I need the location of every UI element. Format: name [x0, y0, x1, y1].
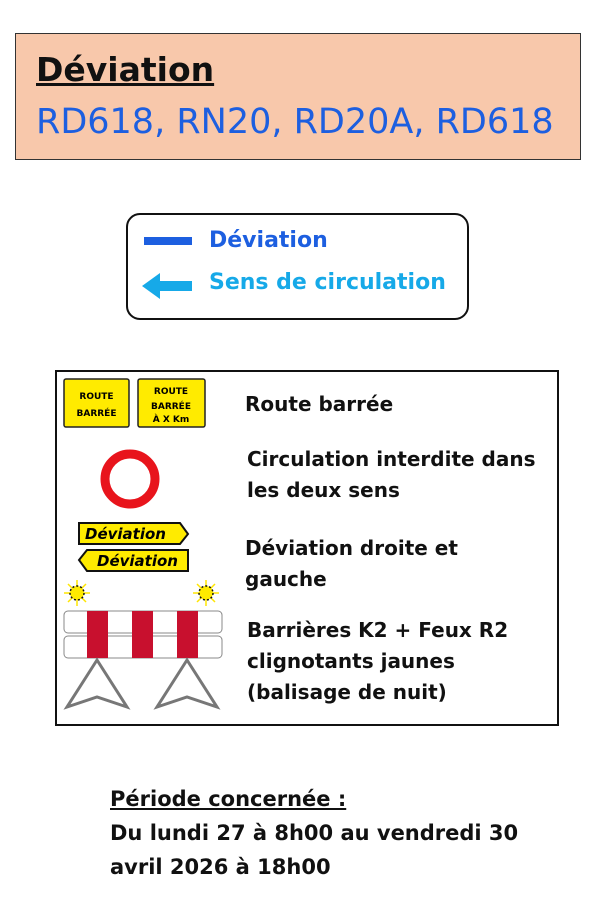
svg-text:BARRÉE: BARRÉE: [151, 402, 191, 412]
svg-text:À X Km: À X Km: [152, 415, 190, 425]
text-line: Circulation interdite dans: [247, 447, 536, 471]
flashing-light-icon: [64, 580, 219, 606]
deviation-left-sign: [79, 550, 188, 571]
signs-box: [55, 370, 559, 726]
no-entry-circle-sign: [105, 454, 155, 504]
legend-deviation: Déviation: [209, 228, 328, 253]
deviation-line-icon: [144, 237, 192, 245]
svg-text:Déviation: Déviation: [85, 525, 166, 543]
label-route-barree: Route barrée: [245, 392, 394, 416]
text-line: Barrières K2 + Feux R2: [247, 618, 509, 642]
title: Déviation: [36, 50, 215, 89]
label-circulation-interdite: [247, 444, 536, 506]
legend-circulation: Sens de circulation: [209, 270, 446, 295]
route-barree-km-sign: [138, 379, 205, 427]
label-deviation: [245, 533, 458, 595]
svg-text:ROUTE: ROUTE: [79, 392, 114, 402]
signs-illustrations: [57, 372, 237, 722]
text-line: gauche: [245, 567, 327, 591]
period-title: Période concernée :: [110, 787, 347, 811]
text-line: clignotants jaunes: [247, 649, 455, 673]
legend-box: [126, 213, 469, 320]
route-barree-sign: [64, 379, 129, 427]
svg-text:ROUTE: ROUTE: [153, 387, 189, 397]
period-block: [110, 782, 518, 884]
period-line: avril 2026 à 18h00: [110, 855, 331, 879]
text-line: Déviation droite et: [245, 536, 458, 560]
title-box: [15, 33, 581, 160]
svg-text:Déviation: Déviation: [97, 552, 178, 570]
arrow-left-icon: [142, 271, 194, 301]
label-barrieres: [247, 615, 508, 708]
period-line: Du lundi 27 à 8h00 au vendredi 30: [110, 821, 519, 845]
svg-text:BARRÉE: BARRÉE: [76, 409, 117, 419]
text-line: les deux sens: [247, 478, 400, 502]
k2-barrier: [64, 611, 222, 707]
text-line: (balisage de nuit): [247, 680, 447, 704]
deviation-right-sign: [79, 523, 188, 544]
route-list: RD618, RN20, RD20A, RD618: [36, 102, 554, 142]
